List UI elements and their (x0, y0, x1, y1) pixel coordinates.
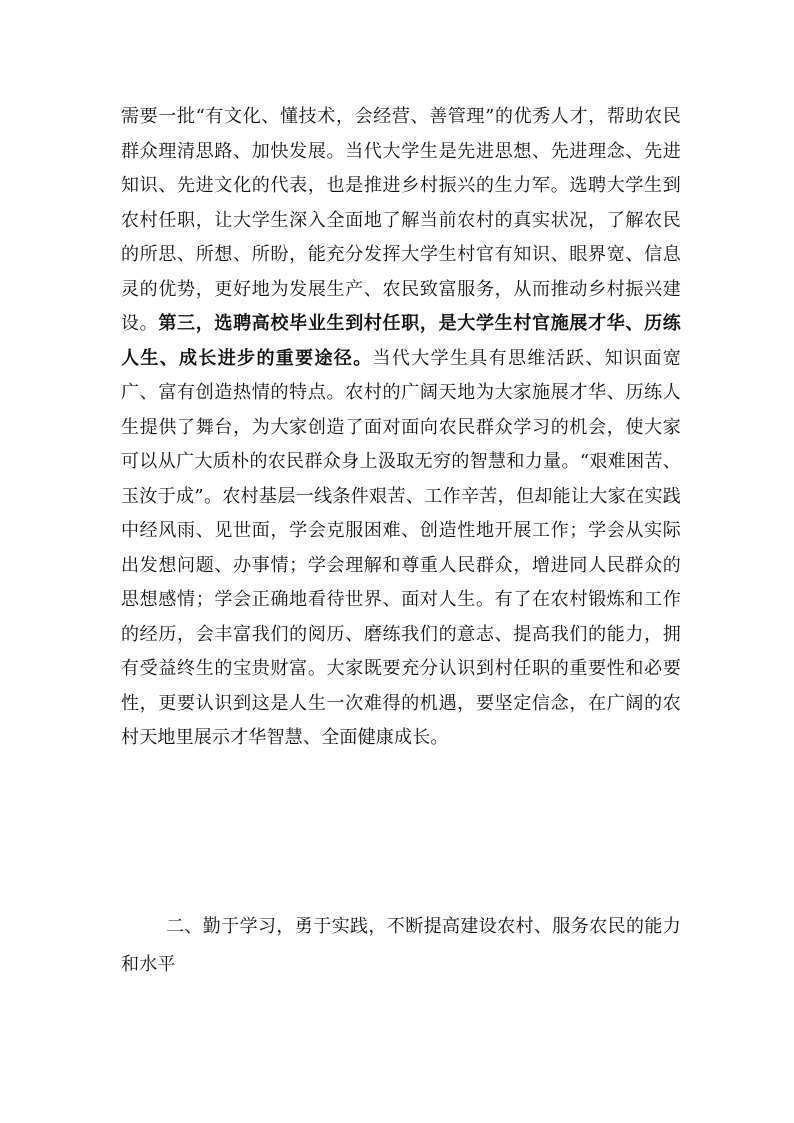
paragraph-1 (121, 100, 681, 756)
paragraph-text-1: 需要一批“有文化、懂技术，会经营、善管理”的优秀人才，帮助农民群众理清思路、加快发展。当代大学生是先进思想、先进理念、先进知识、先进文化的代表，也是推进乡村振兴的生力军。选聘大学生到农村任职，让大学生深入全面地了解当前农村的真实状况，了解农民的所思、所想、所盼，能充分发挥大学生村官有知识、眼界宽、信息灵的优势，更好地为发展生产、农民致富服务，从而推动乡村振兴建设。 (121, 106, 681, 334)
paragraph-text-2: 当代大学生具有思维活跃、知识面宽广、富有创造热情的特点。农村的广阔天地为大家施展才华、历练人生提供了舞台，为大家创造了面对面向农民群众学习的机会，使大家可以从广大质朴的农民群众身上汲取无穷的智慧和力量。“艰难困苦、玉汝于成”。农村基层一线条件艰苦、工作辛苦，但却能让大家在实践中经风雨、见世面，学会克服困难、创造性地开展工作；学会从实际出发想问题、办事情；学会理解和尊重人民群众，增进同人民群众的思想感情；学会正确地看待世界、面对人生。有了在农村锻炼和工作的经历，会丰富我们的阅历、磨练我们的意志、提高我们的能力，拥有受益终生的宝贵财富。大家既要充分认识到村任职的重要性和必要性，更要认识到这是人生一次难得的机遇，要坚定信念，在广阔的农村天地里展示才华智慧、全面健康成长。 (121, 347, 681, 748)
body-paragraph (121, 100, 681, 756)
section-heading: 二、勤于学习，勇于实践，不断提高建设农村、服务农民的能力和水平 (121, 916, 681, 975)
bold-emphasis: 第三，选聘高校毕业生到村任职，是大学生村官施展才华、历练人生、成长进步的重要途径。 (121, 313, 681, 369)
